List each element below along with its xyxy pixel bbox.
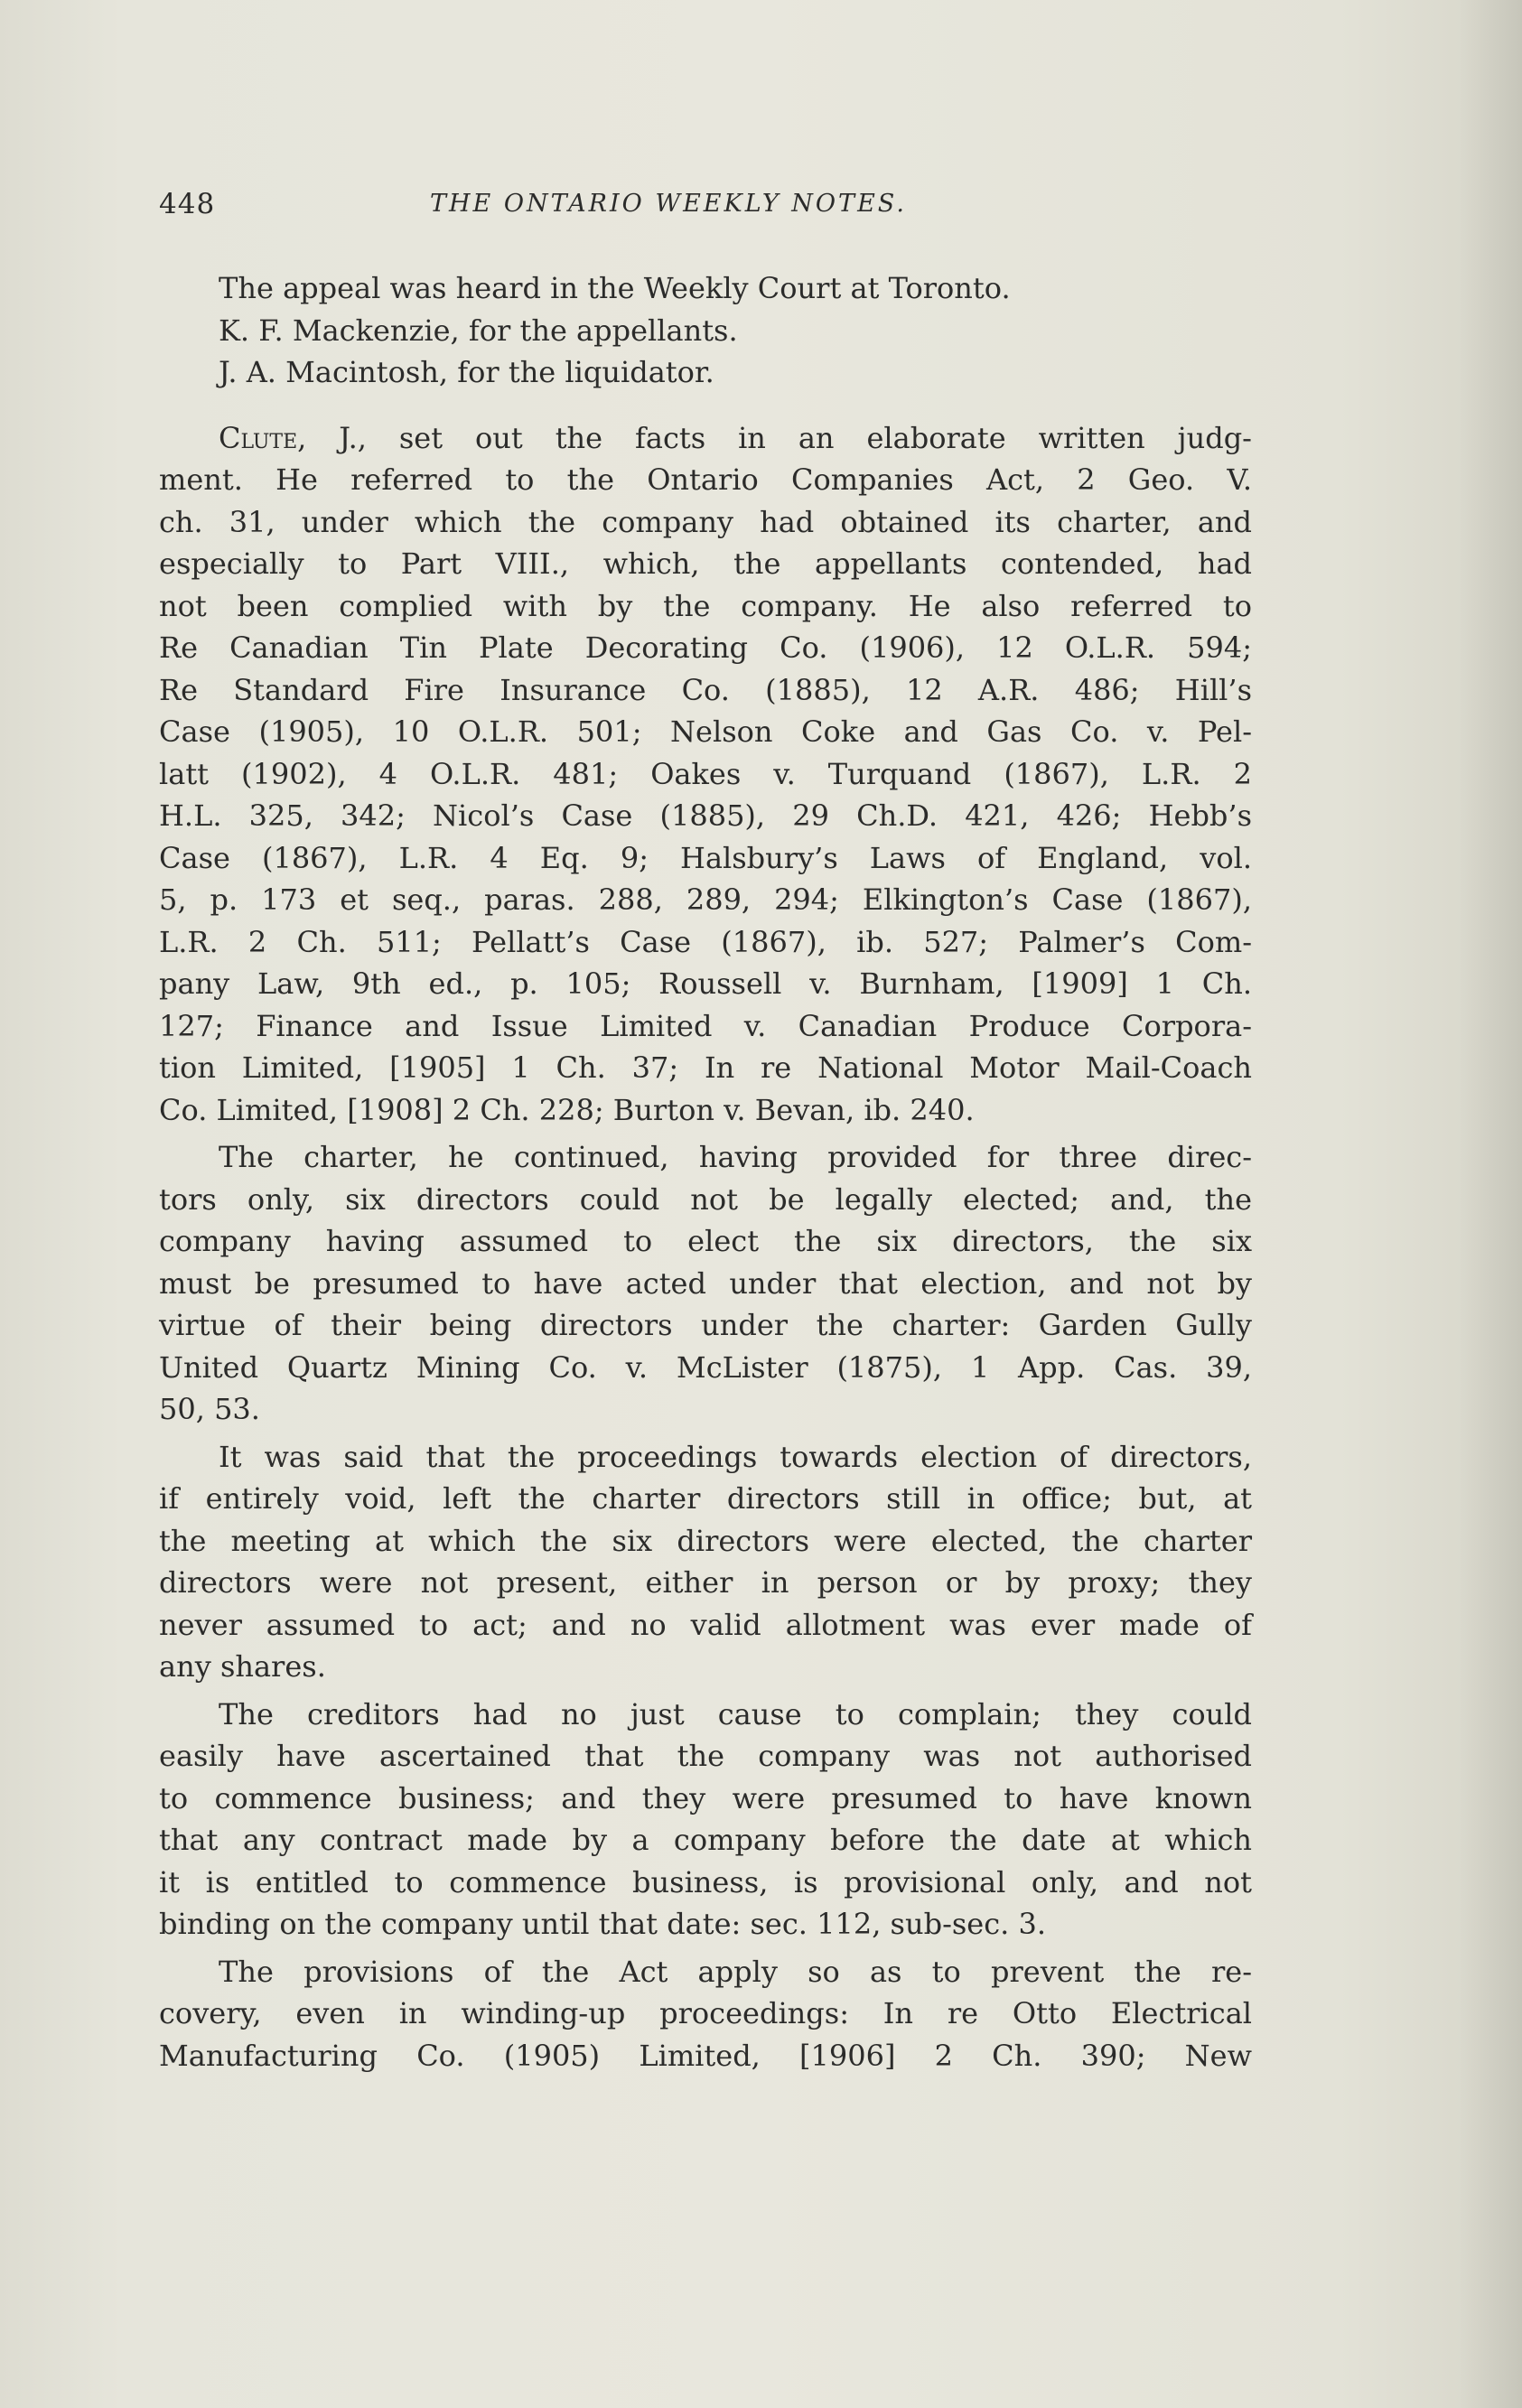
paragraph-line: Manufacturing Co. (1905) Limited, [1906] 2 Ch. 390; New (159, 2038, 1252, 2073)
judgment-line: ment. He referred to the Ontario Companies Act, 2 Geo. V. (159, 462, 1252, 497)
paragraph-line: never assumed to act; and no valid allotment was ever made of (159, 1607, 1252, 1642)
body-text (159, 267, 1252, 2077)
judgment-line: 5, p. 173 et seq., paras. 288, 289, 294; Elkington’s Case (1867), (159, 882, 1252, 917)
paragraph-line: that any contract made by a company before the date at which (159, 1823, 1252, 1857)
paragraph-line: directors were not present, either in person or by proxy; they (159, 1565, 1252, 1600)
judge-name: Clute, J. (219, 420, 358, 455)
judgment-line: Case (1867), L.R. 4 Eq. 9; Halsbury’s Laws of England, vol. (159, 840, 1252, 875)
paragraph-line: the meeting at which the six directors were elected, the charter (159, 1523, 1252, 1558)
paragraph-line: to commence business; and they were presumed to have known (159, 1780, 1252, 1815)
judgment-line: ch. 31, under which the company had obtained its charter, and (159, 504, 1252, 539)
paragraph-line: virtue of their being directors under the charter: Garden Gully (159, 1308, 1252, 1342)
journal-title: THE ONTARIO WEEKLY NOTES. (430, 190, 907, 218)
paragraph-line: United Quartz Mining Co. v. McLister (1875), 1 App. Cas. 39, (159, 1349, 1252, 1385)
judgment-line: especially to Part VIII., which, the appellants contended, had (159, 546, 1252, 581)
paragraph-line: must be presumed to have acted under that election, and not by (159, 1265, 1252, 1301)
paragraph-line: binding on the company until that date: sec. 112, sub-sec. 3. (159, 1907, 1047, 1941)
judgment-line: pany Law, 9th ed., p. 105; Roussell v. Burnham, [1909] 1 Ch. (159, 966, 1252, 1001)
paragraph-line: any shares. (159, 1649, 326, 1684)
judgment-line: Re Canadian Tin Plate Decorating Co. (1906), 12 O.L.R. 594; (159, 630, 1252, 665)
paragraph-line: The provisions of the Act apply so as to prevent the re- (219, 1954, 1252, 1989)
paragraph-line: tors only, six directors could not be legally elected; and, the (159, 1181, 1252, 1217)
judgment-line: latt (1902), 4 O.L.R. 481; Oakes v. Turquand (1867), L.R. 2 (159, 756, 1252, 791)
judgment-first-line (159, 417, 1252, 460)
judgment-line: tion Limited, [1905] 1 Ch. 37; In re National Motor Mail-Coach (159, 1050, 1252, 1085)
running-head (159, 188, 1252, 233)
intro-line: K. F. Mackenzie, for the appellants. (219, 313, 738, 348)
paragraph-line: company having assumed to elect the six directors, the six (159, 1224, 1252, 1258)
paragraph-line: It was said that the proceedings towards election of directors, (219, 1439, 1252, 1474)
judgment-line: H.L. 325, 342; Nicol’s Case (1885), 29 Ch.D. 421, 426; Hebb’s (159, 798, 1252, 833)
judgment-line-text: , set out the facts in an elaborate written judg- (357, 420, 1252, 455)
intro-line: J. A. Macintosh, for the liquidator. (219, 355, 714, 389)
judgment-line: Co. Limited, [1908] 2 Ch. 228; Burton v. Bevan, ib. 240. (159, 1092, 975, 1127)
paragraph-line: if entirely void, left the charter directors still in office; but, at (159, 1481, 1252, 1516)
judgment-line: Re Standard Fire Insurance Co. (1885), 12 A.R. 486; Hill’s (159, 672, 1252, 707)
judgment-line: Case (1905), 10 O.L.R. 501; Nelson Coke and Gas Co. v. Pel- (159, 714, 1252, 749)
intro-line: The appeal was heard in the Weekly Court at Toronto. (219, 271, 1011, 305)
paragraph-line: easily have ascertained that the company was not authorised (159, 1739, 1252, 1773)
paragraph-line: The charter, he continued, having provided for three direc- (219, 1140, 1252, 1174)
spine-shadow (1459, 0, 1522, 2408)
paragraph-line: it is entitled to commence business, is provisional only, and not (159, 1864, 1252, 1899)
paragraph-line: covery, even in winding-up proceedings: In re Otto Electrical (159, 1996, 1252, 2030)
judgment-line: L.R. 2 Ch. 511; Pellatt’s Case (1867), ib. 527; Palmer’s Com- (159, 924, 1252, 959)
page-number: 448 (159, 188, 216, 220)
judgment-line: not been complied with by the company. He also referred to (159, 588, 1252, 623)
judgment-line: 127; Finance and Issue Limited v. Canadian Produce Corpora- (159, 1008, 1252, 1043)
paragraph-line: The creditors had no just cause to complain; they could (219, 1696, 1252, 1731)
paragraph-line: 50, 53. (159, 1392, 260, 1426)
